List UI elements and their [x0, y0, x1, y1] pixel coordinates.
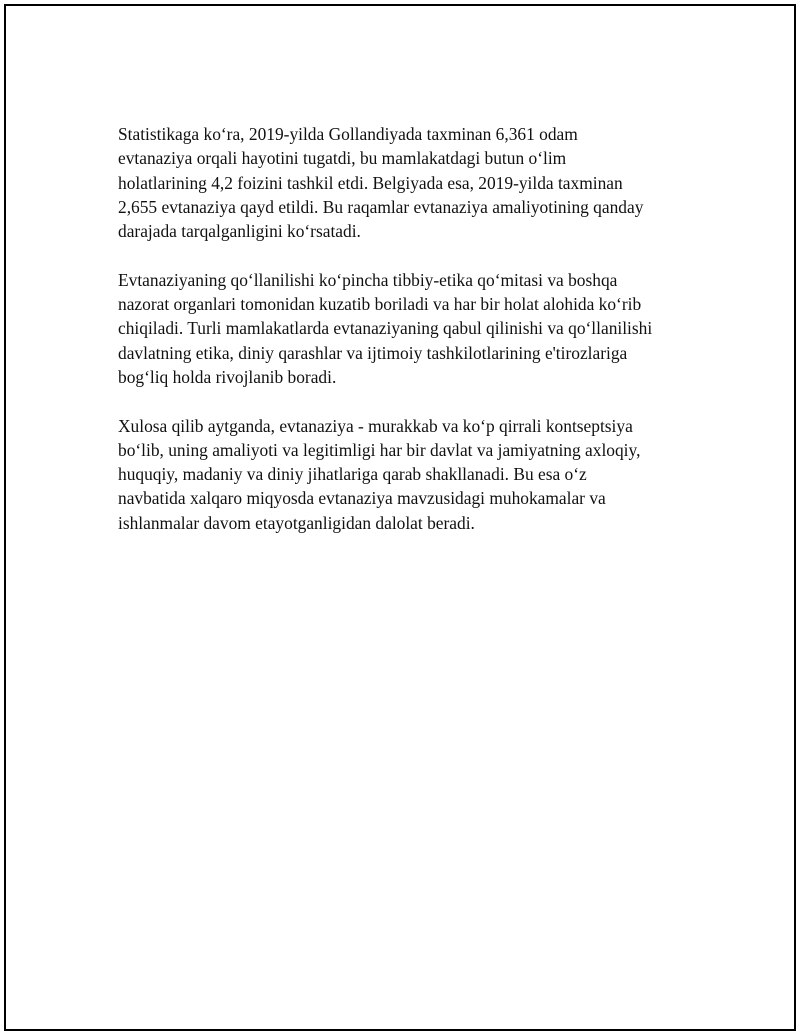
document-body [118, 122, 698, 559]
paragraph-oversight: Evtanaziyaning qoʻllanilishi koʻpincha tibbiy-etika qoʻmitasi va boshqa nazorat organlari tomonidan kuzatib boriladi va har bir holat alohida koʻrib chiqiladi. Turli mamlakatlarda evtanaziyaning qabul qilinishi va qoʻllanilishi davlatning etika, diniy qarashlar va ijtimoiy tashkilotlarining e'tirozlariga bogʻliq holda rivojlanib boradi. [118, 269, 653, 387]
paragraph-statistics: Statistikaga koʻra, 2019-yilda Gollandiyada taxminan 6,361 odam evtanaziya orqali hayotini tugatdi, bu mamlakatdagi butun oʻlim holatlarining 4,2 foizini tashkil etdi. Belgiyada esa, 2019-yilda taxminan 2,655 evtanaziya qayd etildi. Bu raqamlar evtanaziya amaliyotining qanday darajada tarqalganligini koʻrsatadi. [118, 124, 644, 242]
paragraph-conclusion: Xulosa qilib aytganda, evtanaziya - murakkab va koʻp qirrali kontseptsiya boʻlib, uning amaliyoti va legitimligi har bir davlat va jamiyatning axloqiy, huquqiy, madaniy va diniy jihatlariga qarab shakllanadi. Bu esa oʻz navbatida xalqaro miqyosda evtanaziya mavzusidagi muhokamalar va ishlanmalar davom etayotganligidan dalolat beradi. [118, 415, 641, 533]
document-page [4, 4, 796, 1031]
